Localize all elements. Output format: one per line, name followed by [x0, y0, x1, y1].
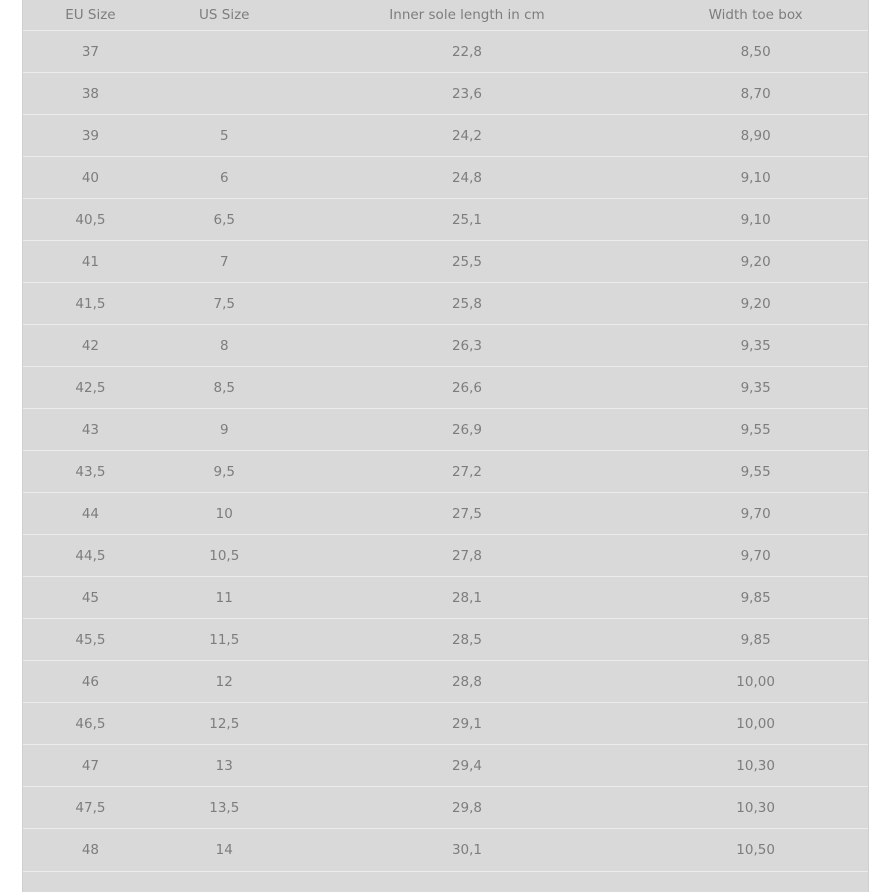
- inner-sole-length-cell: 28,1: [451, 589, 482, 606]
- width-toe-box-cell: 9,20: [740, 295, 771, 312]
- table-row: [23, 787, 868, 829]
- width-toe-box-cell: 8,90: [740, 127, 771, 144]
- table-row: [23, 325, 868, 367]
- inner-sole-length-cell: 25,8: [451, 295, 482, 312]
- inner-sole-length-cell: 29,1: [451, 715, 482, 732]
- width-toe-box-cell: 9,20: [740, 253, 771, 270]
- us-size-cell: 12: [215, 673, 233, 690]
- eu-size-cell: 42: [81, 337, 100, 354]
- table-row: [23, 409, 868, 451]
- table-row: [23, 157, 868, 199]
- inner-sole-length-cell: 22,8: [451, 43, 482, 60]
- width-toe-box-cell: 9,55: [740, 463, 771, 480]
- inner-sole-length-cell: 26,6: [451, 379, 482, 396]
- table-row: [23, 535, 868, 577]
- eu-size-cell: 37: [81, 43, 100, 60]
- us-size-cell: 6: [219, 169, 229, 186]
- us-size-cell: 10: [215, 505, 233, 522]
- eu-size-cell: 38: [81, 85, 100, 102]
- width-toe-box-cell: 9,35: [740, 379, 771, 396]
- us-size-cell: 9: [219, 421, 229, 438]
- us-size-cell: 11: [215, 589, 233, 606]
- width-toe-box-cell: 9,35: [740, 337, 771, 354]
- table-row: [23, 661, 868, 703]
- header-us-size: US Size: [199, 7, 250, 23]
- width-toe-box-cell: 9,10: [740, 211, 771, 228]
- inner-sole-length-cell: 27,2: [451, 463, 482, 480]
- eu-size-cell: 43: [81, 421, 100, 438]
- inner-sole-length-cell: 25,1: [451, 211, 482, 228]
- eu-size-cell: 46: [81, 673, 100, 690]
- eu-size-cell: 41: [81, 253, 100, 270]
- eu-size-cell: 44,5: [75, 547, 106, 564]
- eu-size-cell: 48: [81, 842, 100, 858]
- us-size-cell: 5: [219, 127, 229, 144]
- inner-sole-length-cell: 28,5: [451, 631, 482, 648]
- inner-sole-length-cell: 27,8: [451, 547, 482, 564]
- width-toe-box-cell: 10,30: [736, 757, 775, 774]
- us-size-cell: 7,5: [213, 295, 235, 312]
- width-toe-box-cell: 10,50: [736, 842, 775, 858]
- inner-sole-length-cell: 23,6: [451, 85, 482, 102]
- us-size-cell: 13,5: [209, 799, 240, 816]
- table-row: [23, 73, 868, 115]
- us-size-cell: 8,5: [213, 379, 235, 396]
- header-inner-sole-length: Inner sole length in cm: [389, 7, 545, 23]
- eu-size-cell: 45,5: [75, 631, 106, 648]
- us-size-cell: 7: [219, 253, 229, 270]
- table-row: [23, 199, 868, 241]
- inner-sole-length-cell: 29,8: [451, 799, 482, 816]
- width-toe-box-cell: 10,30: [736, 799, 775, 816]
- width-toe-box-cell: 9,85: [740, 589, 771, 606]
- width-toe-box-cell: 9,70: [740, 505, 771, 522]
- eu-size-cell: 40,5: [75, 211, 106, 228]
- eu-size-cell: 42,5: [75, 379, 106, 396]
- inner-sole-length-cell: 29,4: [451, 757, 482, 774]
- table-row: [23, 745, 868, 787]
- header-width-toe-box: Width toe box: [708, 7, 803, 23]
- table-row: [23, 829, 868, 872]
- us-size-cell: 6,5: [213, 211, 235, 228]
- table-row: [23, 283, 868, 325]
- us-size-cell: 14: [215, 842, 233, 858]
- inner-sole-length-cell: 27,5: [451, 505, 482, 522]
- eu-size-cell: 46,5: [75, 715, 106, 732]
- width-toe-box-cell: 8,70: [740, 85, 771, 102]
- width-toe-box-cell: 8,50: [740, 43, 771, 60]
- us-size-cell: 9,5: [213, 463, 235, 480]
- table-row: [23, 367, 868, 409]
- us-size-cell: 12,5: [209, 715, 240, 732]
- table-body: [23, 31, 868, 872]
- inner-sole-length-cell: 25,5: [451, 253, 482, 270]
- eu-size-cell: 40: [81, 169, 100, 186]
- table-header-row: [23, 0, 868, 31]
- table-row: [23, 577, 868, 619]
- us-size-cell: 13: [215, 757, 233, 774]
- eu-size-cell: 44: [81, 505, 100, 522]
- width-toe-box-cell: 9,70: [740, 547, 771, 564]
- width-toe-box-cell: 10,00: [736, 673, 775, 690]
- inner-sole-length-cell: 26,9: [451, 421, 482, 438]
- size-chart-table: [22, 0, 869, 892]
- table-row: [23, 241, 868, 283]
- width-toe-box-cell: 9,10: [740, 169, 771, 186]
- eu-size-cell: 45: [81, 589, 100, 606]
- us-size-cell: 8: [219, 337, 229, 354]
- eu-size-cell: 43,5: [75, 463, 106, 480]
- inner-sole-length-cell: 30,1: [451, 842, 482, 858]
- inner-sole-length-cell: 24,8: [451, 169, 482, 186]
- inner-sole-length-cell: 26,3: [451, 337, 482, 354]
- us-size-cell: 10,5: [209, 547, 240, 564]
- table-row: [23, 703, 868, 745]
- width-toe-box-cell: 10,00: [736, 715, 775, 732]
- eu-size-cell: 47: [81, 757, 100, 774]
- table-row: [23, 493, 868, 535]
- table-row: [23, 451, 868, 493]
- inner-sole-length-cell: 28,8: [451, 673, 482, 690]
- table-row: [23, 115, 868, 157]
- us-size-cell: 11,5: [209, 631, 240, 648]
- eu-size-cell: 41,5: [75, 295, 106, 312]
- header-eu-size: EU Size: [65, 7, 116, 23]
- eu-size-cell: 47,5: [75, 799, 106, 816]
- table-row: [23, 619, 868, 661]
- table-row: [23, 31, 868, 73]
- inner-sole-length-cell: 24,2: [451, 127, 482, 144]
- width-toe-box-cell: 9,55: [740, 421, 771, 438]
- width-toe-box-cell: 9,85: [740, 631, 771, 648]
- eu-size-cell: 39: [81, 127, 100, 144]
